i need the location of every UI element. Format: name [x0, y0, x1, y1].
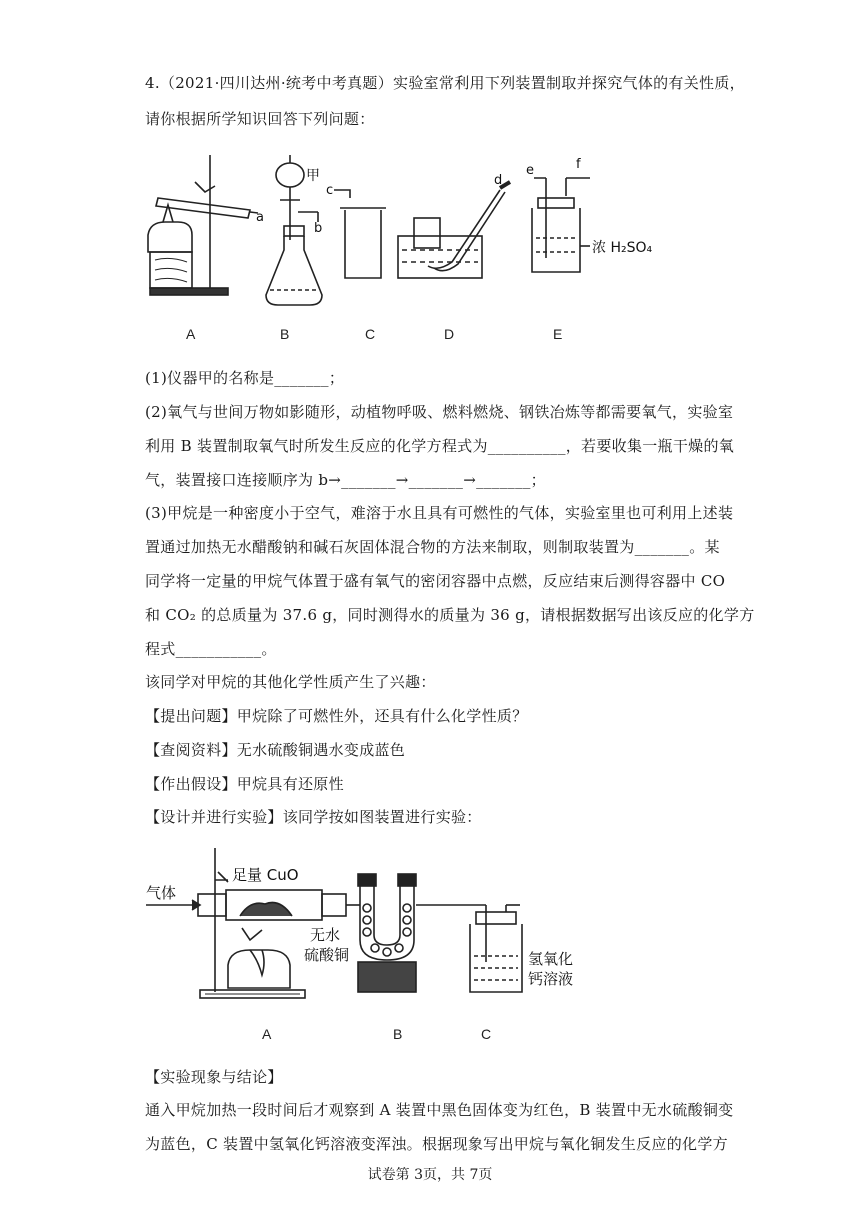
fig1-label-a: A: [186, 326, 196, 342]
fig1-port-d: d: [494, 173, 503, 188]
info-text: 【查阅资料】无水硫酸铜遇水变成蓝色: [145, 741, 406, 759]
question-line-2: 请你根据所学知识回答下列问题：: [145, 110, 375, 128]
q2-line-1: (2)氧气与世间万物如影随形，动植物呼吸、燃料燃烧、钢铁冶炼等都需要氧气，实验室: [145, 403, 734, 421]
fig2-cuo-label: 足量 CuO: [232, 866, 299, 884]
fig1-jia-label: 甲: [306, 168, 320, 184]
fig2-label-c: C: [481, 1026, 492, 1042]
q1-text: (1)仪器甲的名称是_______；: [145, 369, 345, 387]
fig1-port-b: b: [314, 221, 323, 236]
problem-text: 【提出问题】甲烷除了可燃性外，还具有什么化学性质？: [145, 707, 528, 725]
fig2-caoh-label-1: 氢氧化: [528, 950, 574, 968]
result-line-1: 通入甲烷加热一段时间后才观察到 A 装置中黑色固体变为红色，B 装置中无水硫酸铜变: [145, 1101, 734, 1119]
fig1-port-a: a: [256, 210, 264, 225]
fig1-port-f: f: [576, 157, 581, 172]
interest-text: 该同学对甲烷的其他化学性质产生了兴趣：: [145, 673, 436, 691]
question-line-1: 4.（2021·四川达州·统考中考真题）实验室常利用下列装置制取并探究气体的有关性质，: [145, 74, 745, 92]
page-footer: 试卷第 3页，共 7页: [367, 1167, 493, 1183]
fig1-label-b: B: [280, 326, 290, 342]
fig1-acid-label: 浓 H₂SO₄: [592, 240, 653, 256]
fig1-port-c: c: [326, 183, 334, 198]
fig2-label-b: B: [393, 1026, 403, 1042]
result-line-2: 为蓝色，C 装置中氢氧化钙溶液变浑浊。根据现象写出甲烷与氧化铜发生反应的化学方: [145, 1135, 728, 1153]
q3-line-1: (3)甲烷是一种密度小于空气，难溶于水且具有可燃性的气体，实验室里也可利用上述装: [145, 504, 734, 522]
q3-line-4: 和 CO₂ 的总质量为 37.6 g，同时测得水的质量为 36 g，请根据数据写出该反应的化学方: [145, 606, 755, 624]
fig1-port-e: e: [526, 163, 534, 178]
fig1-label-d: D: [444, 326, 455, 342]
q2-line-3: 气，装置接口连接顺序为 b→_______→_______→_______；: [145, 471, 546, 489]
hypothesis-text: 【作出假设】甲烷具有还原性: [145, 775, 344, 793]
result-title: 【实验现象与结论】: [145, 1068, 283, 1086]
fig2-cuso4-label-2: 硫酸铜: [304, 946, 350, 964]
fig2-label-a: A: [262, 1026, 272, 1042]
fig2-cuso4-label-1: 无水: [310, 926, 341, 944]
q3-line-2: 置通过加热无水醋酸钠和碱石灰固体混合物的方法来制取，则制取装置为_______。某: [145, 538, 720, 556]
q3-line-3: 同学将一定量的甲烷气体置于盛有氧气的密闭容器中点燃，反应结束后测得容器中 CO: [145, 572, 726, 590]
fig2-caoh-label-2: 钙溶液: [528, 970, 574, 988]
q3-line-5: 程式___________。: [145, 640, 277, 658]
q2-line-2: 利用 B 装置制取氧气时所发生反应的化学方程式为__________，若要收集一瓶干燥的氧: [145, 437, 735, 455]
fig1-label-c: C: [365, 326, 376, 342]
design-text: 【设计并进行实验】该同学按如图装置进行实验：: [145, 808, 482, 826]
fig2-gas-label: 气体: [146, 884, 177, 902]
fig1-label-e: E: [553, 326, 563, 342]
